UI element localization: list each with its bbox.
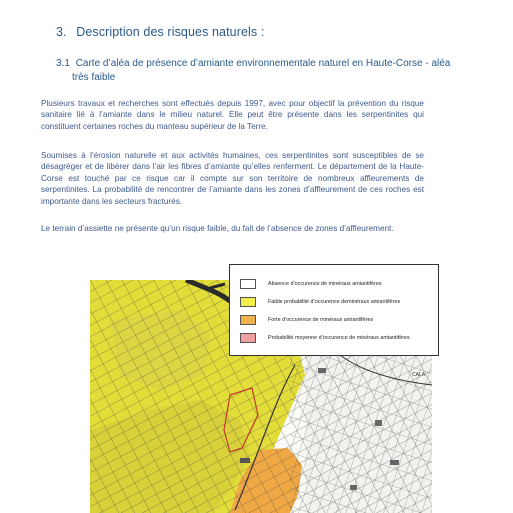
paragraph-serpentinites: Soumises à l’érosion naturelle et aux activités humaines, ces serpentinites sont susceptibles de se désagréger et de libérer dans l’air les fibres d’amiante qu’elles renferment. Le département de la Haute-Corse est touché par ce risque car il compte sur son territoire de nombreux affleurements de serpentinites. La probabilité de rencontrer de l’amiante dans les zones d’affleurement de ces roches est importante dans les secteurs fracturés. xyxy=(41,151,424,206)
subsection-number: 3.1 xyxy=(56,58,70,69)
paragraph-intro: Plusieurs travaux et recherches sont effectués depuis 1997, avec pour objectif la prévention du risque sanitaire lié à l’amiante dans le milieu naturel. Elle peut être présente dans les serpentinites qui constituent certaines roches du manteau supérieur de la Terre. xyxy=(41,99,424,131)
legend-swatch-white xyxy=(240,279,256,289)
legend-item-forte xyxy=(240,313,373,327)
legend-swatch-pink xyxy=(240,333,256,343)
paragraph-terrain: Le terrain d’assiette ne présente qu’un risque faible, du fait de l’absence de zones d’affleurement. xyxy=(41,224,394,233)
subsection-title-line2: très faible xyxy=(72,72,116,83)
legend-item-absence xyxy=(240,277,382,291)
legend-swatch-orange xyxy=(240,315,256,325)
legend-label: Probabilité moyenne d’occurence de minéraux amiantifères xyxy=(268,335,410,341)
legend-item-moyenne xyxy=(240,331,410,345)
map-legend xyxy=(229,264,439,356)
legend-item-faible xyxy=(240,295,400,309)
section-title: Description des risques naturels : xyxy=(76,25,265,39)
map-street-label: CALA xyxy=(412,372,426,378)
legend-label: Absence d’occurence de minéraux amiantifères xyxy=(268,281,382,287)
legend-swatch-yellow xyxy=(240,297,256,307)
legend-label: Faible probabilité d’occurence deminéraux amiantifères xyxy=(268,299,401,305)
legend-label: Forte d’occurence de minéraux amiantifères xyxy=(268,317,374,323)
section-number: 3. xyxy=(56,25,67,39)
subsection-title-line1: Carte d’aléa de présence d’amiante environnementale naturel en Haute-Corse - aléa xyxy=(75,58,451,69)
section-heading xyxy=(56,25,264,39)
subsection-heading xyxy=(56,57,456,85)
